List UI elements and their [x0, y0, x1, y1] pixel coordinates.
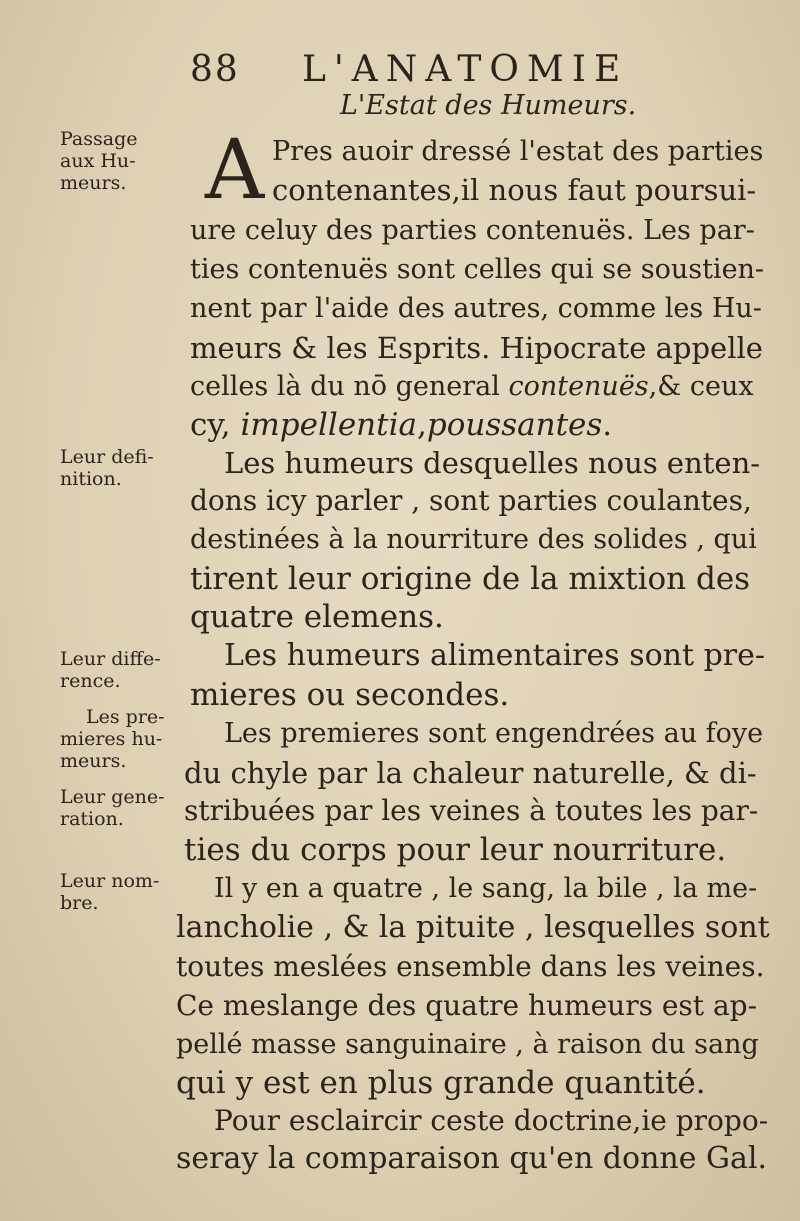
text-line: Pour esclaircir ceste doctrine,ie propo-: [214, 1104, 769, 1137]
text-line: mieres ou secondes.: [190, 677, 510, 713]
text-line: destinées à la nourriture des solides , qui: [190, 524, 757, 555]
text-line: Pres auoir dressé l'estat des parties: [272, 136, 764, 167]
text-line-mixed: [190, 368, 754, 406]
text-line: Il y en a quatre , le sang, la bile , la me-: [214, 873, 758, 904]
text-line: Les humeurs alimentaires sont pre-: [224, 638, 766, 673]
margin-note-line: Leur nom-: [60, 870, 160, 892]
text-line: contenantes,il nous faut poursui-: [272, 173, 757, 207]
text-segment: .: [602, 407, 613, 443]
text-line: Les premieres sont engendrées au foye: [224, 718, 764, 749]
text-line: dons icy parler , sont parties coulantes,: [190, 484, 752, 517]
text-segment: cy,: [190, 407, 231, 443]
text-line: Les humeurs desquelles nous enten-: [224, 446, 761, 480]
margin-note-line: mieres hu-: [60, 728, 163, 750]
page-number: 88: [190, 49, 240, 90]
text-line: Ce meslange des quatre humeurs est ap-: [176, 989, 758, 1022]
italic-term: impellentia: [240, 407, 417, 443]
text-line: meurs & les Esprits. Hipocrate appelle: [190, 331, 763, 365]
margin-note-line: rence.: [60, 670, 121, 692]
margin-note-line: Les pre-: [86, 706, 165, 728]
text-segment: ,: [416, 407, 427, 443]
text-line: nent par l'aide des autres, comme les Hu-: [190, 293, 762, 324]
text-line: ties du corps pour leur nourriture.: [184, 832, 727, 868]
text-line: du chyle par la chaleur naturelle, & di-: [184, 756, 757, 790]
margin-note-definition: [60, 446, 188, 490]
margin-note-line: Passage aux Hu-: [60, 128, 138, 172]
text-segment: celles là du nō general: [190, 371, 500, 402]
text-line: ties contenuës sont celles qui se soustien-: [190, 254, 765, 285]
text-line: seray la comparaison qu'en donne Gal.: [176, 1141, 767, 1176]
text-line: toutes meslées ensemble dans les veines.: [176, 950, 765, 983]
drop-cap: A: [205, 123, 265, 218]
text-line: quatre elemens.: [190, 599, 444, 635]
margin-note-line: bre.: [60, 892, 99, 914]
margin-note-difference: [60, 648, 188, 692]
margin-note-first-humors: [60, 706, 188, 772]
margin-note-passage: [60, 128, 188, 194]
italic-term: contenuës: [508, 371, 649, 402]
margin-note-line: ration.: [60, 808, 124, 830]
text-line: stribuées par les veines à toutes les par-: [184, 794, 759, 827]
section-title: L'Estat des Humeurs.: [340, 90, 637, 121]
margin-note-line: meurs.: [60, 172, 127, 194]
text-line: lancholie , & la pituite , lesquelles sont: [176, 910, 770, 945]
running-title: L'ANATOMIE: [302, 49, 629, 90]
margin-note-generation: [60, 786, 188, 830]
text-line: ure celuy des parties contenuës. Les par-: [190, 215, 755, 246]
margin-note-line: Leur defi-: [60, 446, 154, 468]
margin-note-line: Leur diffe-: [60, 648, 161, 670]
text-line: pellé masse sanguinaire , à raison du sang: [176, 1029, 759, 1060]
text-segment: ,& ceux: [648, 371, 754, 402]
text-line-mixed: [190, 406, 612, 444]
text-line: qui y est en plus grande quantité.: [176, 1065, 706, 1101]
margin-note-line: meurs.: [60, 750, 127, 772]
margin-note-number: [60, 870, 188, 914]
margin-note-line: nition.: [60, 468, 122, 490]
margin-note-line: Leur gene-: [60, 786, 165, 808]
italic-term: poussantes: [426, 407, 603, 443]
text-line: tirent leur origine de la mixtion des: [190, 561, 751, 597]
